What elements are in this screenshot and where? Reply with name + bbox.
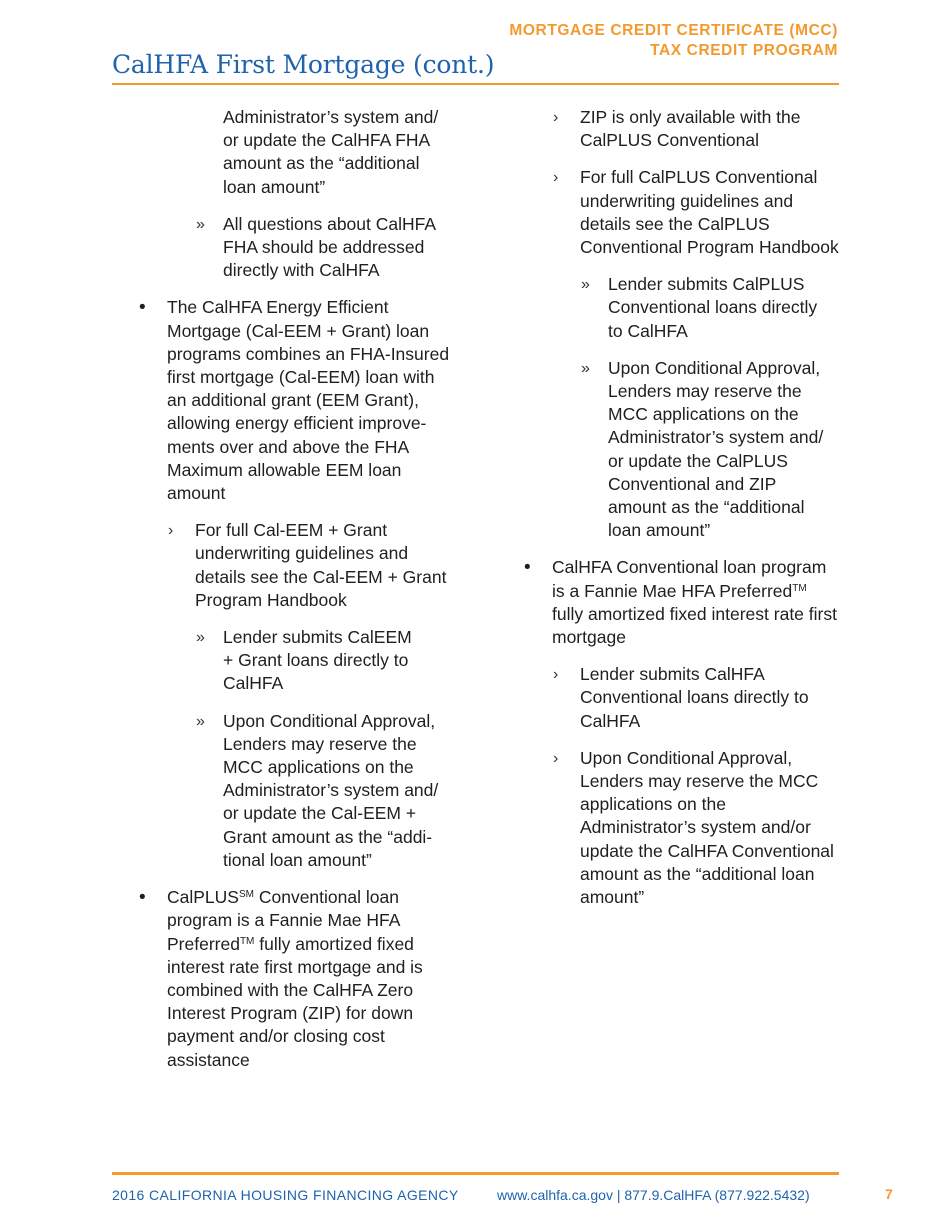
chevron-marker-icon: › (553, 749, 559, 767)
page-number: 7 (885, 1186, 893, 1202)
conventional-text-a: CalHFA Conventional loan program is a Fannie Mae HFA Preferred (552, 557, 827, 601)
list-item (524, 556, 837, 649)
raquo-marker-icon: » (581, 359, 590, 377)
bullet-icon: • (139, 297, 146, 319)
program-header (509, 21, 838, 61)
footer-contact: www.calhfa.ca.gov | 877.9.CalHFA (877.922.5432) (497, 1187, 810, 1203)
chevron-marker-icon: › (553, 666, 559, 684)
list-item (581, 357, 836, 543)
raquo-marker-icon: » (196, 712, 205, 730)
service-mark: SM (238, 889, 254, 901)
list-item (553, 166, 848, 259)
chevron-marker-icon: › (553, 169, 559, 187)
footer-agency: 2016 CALIFORNIA HOUSING FINANCING AGENCY (112, 1187, 459, 1203)
right-column (0, 106, 860, 923)
program-header-line2: TAX CREDIT PROGRAM (650, 42, 838, 59)
raquo-marker-icon: » (196, 215, 205, 233)
zip-note-text: ZIP is only available with the CalPLUS Conventional (580, 107, 801, 151)
cal-eem-bullet-text: The CalHFA Energy Efficient Mortgage (Cal-EEM + Grant) loan programs combines an FHA-Insured first mortgage (Cal-EEM) loan with an additional grant (EEM Grant), allowing energy efficient improve-ments over and above the FHA Maximum allowable EEM loan amount (167, 297, 450, 504)
calplus-text-a: Conventional loan program is a Fannie Mae HFA Preferred (167, 887, 400, 954)
chevron-marker-icon: › (168, 522, 174, 540)
footer-divider (112, 1172, 839, 1175)
raquo-marker-icon: » (581, 276, 590, 294)
list-item (553, 663, 828, 733)
conventional-text-b: fully amortized fixed interest rate first mortgage (552, 603, 837, 648)
header-divider (112, 83, 839, 85)
calplus-guidelines-text: For full CalPLUS Conventional underwriting guidelines and details see the CalPLUS Conventional Program Handbook (580, 167, 839, 258)
chevron-marker-icon: › (553, 109, 559, 126)
conventional-bullet-text (552, 556, 837, 649)
conventional-approval-text: Upon Conditional Approval, Lenders may reserve the MCC applications on the Administrator’s system and/or update the CalHFA Conventional amount as the “additional loan amount” (580, 747, 834, 908)
list-item (581, 273, 833, 343)
bullet-icon: • (139, 887, 146, 909)
calplus-text-b: fully amortized fixed interest rate first mortgage and is combined with the CalHFA Zero Interest Program (ZIP) for down payment and/or closing cost assistance (167, 933, 423, 1070)
continued-paragraph: Administrator’s system and/ or update the CalHFA FHA amount as the “additional loan amount” (223, 107, 439, 197)
list-item (553, 106, 830, 152)
trademark: TM (239, 935, 255, 947)
cal-eem-guidelines-text: For full Cal-EEM + Grant underwriting guidelines and details see the Cal-EEM + Grant Program Handbook (195, 520, 447, 610)
calplus-approval-text: Upon Conditional Approval, Lenders may reserve the MCC applications on the Administrator’s system and/ or update the CalPLUS Conventional and ZIP amount as the “additional loan amount” (608, 357, 824, 541)
cal-eem-approval-text: Upon Conditional Approval, Lenders may reserve the MCC applications on the Administrator’s system and/ or update the Cal-EEM + Grant amount as the “addi-tional loan amount” (223, 710, 439, 870)
page-title: CalHFA First Mortgage (cont.) (112, 50, 495, 79)
list-item (553, 747, 842, 909)
fha-questions-text: All questions about CalHFA FHA should be addressed directly with CalHFA (223, 213, 436, 281)
calplus-submit-text: Lender submits CalPLUS Conventional loans directly to CalHFA (608, 274, 818, 341)
conventional-submit-text: Lender submits CalHFA Conventional loans directly to CalHFA (580, 664, 809, 731)
calplus-name: CalPLUS (167, 887, 239, 908)
trademark: TM (792, 582, 807, 594)
cal-eem-submit-text: Lender submits CalEEM + Grant loans directly to CalHFA (223, 627, 412, 694)
bullet-icon: • (524, 557, 531, 579)
raquo-marker-icon: » (196, 629, 205, 647)
program-header-line1: MORTGAGE CREDIT CERTIFICATE (MCC) (509, 22, 838, 39)
